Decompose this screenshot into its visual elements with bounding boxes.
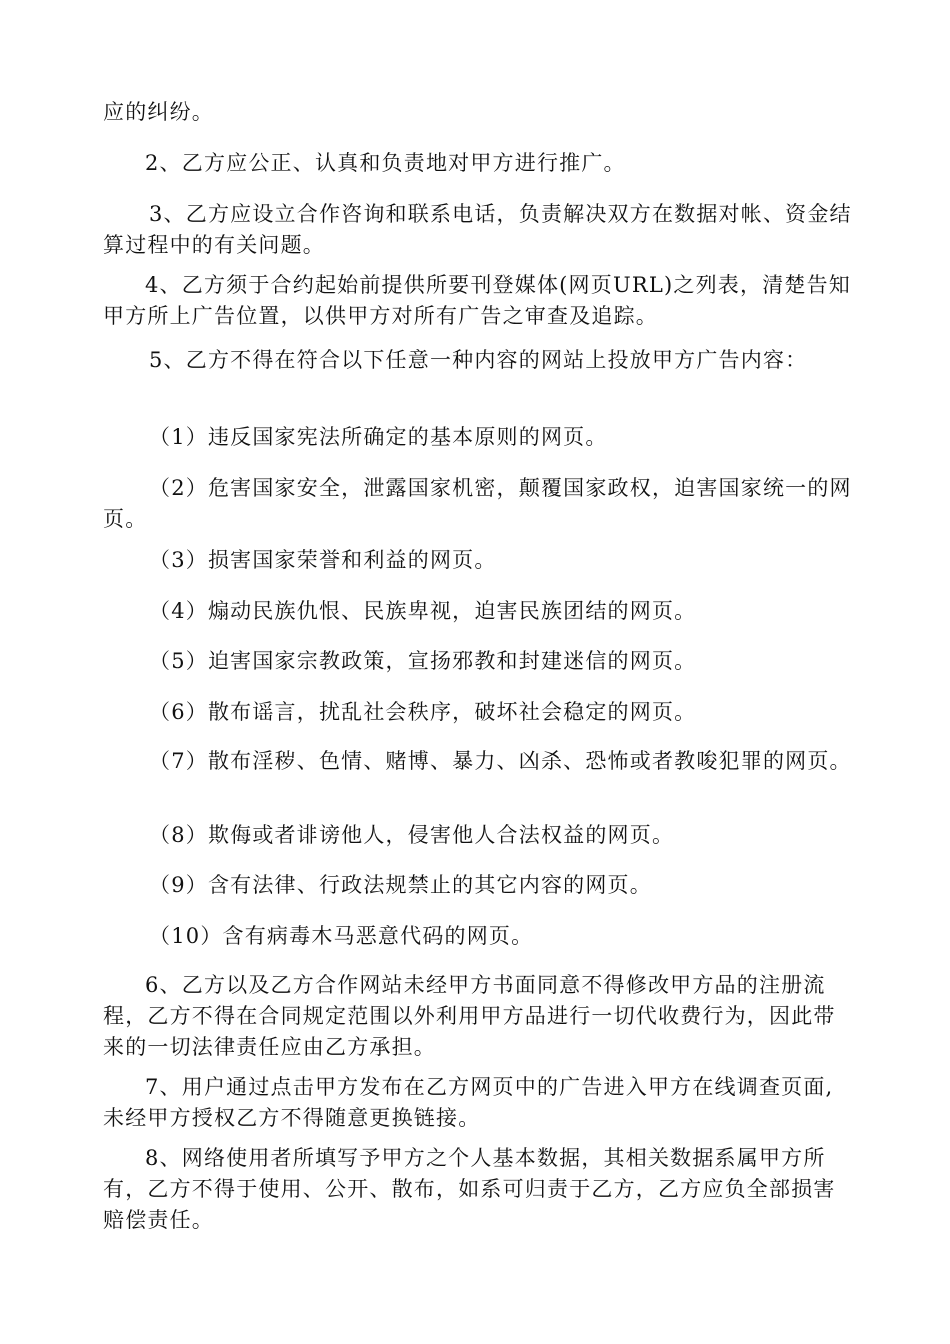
list-item-9: （9）含有法律、行政法规禁止的其它内容的网页。: [149, 873, 652, 897]
clause-4: 4、乙方须于合约起始前提供所要刊登媒体(网页URL)之列表，清楚告知甲方所上广告位置，以供甲方对所有广告之审查及追踪。: [103, 273, 851, 328]
clause-2: 2、乙方应公正、认真和负责地对甲方进行推广。: [145, 151, 626, 175]
list-item-3: （3）损害国家荣誉和利益的网页。: [149, 548, 497, 572]
clause-5: 5、乙方不得在符合以下任意一种内容的网站上投放甲方广告内容：: [149, 348, 808, 372]
list-item-6: （6）散布谣言，扰乱社会秩序，破坏社会稳定的网页。: [149, 700, 697, 724]
clause-8: 8、网络使用者所填写予甲方之个人基本数据，其相关数据系属甲方所有，乙方不得于使用、公开、散布，如系可归责于乙方，乙方应负全部损害赔偿责任。: [103, 1146, 836, 1232]
list-item-10: （10）含有病毒木马恶意代码的网页。: [149, 924, 534, 948]
list-item-1: （1）违反国家宪法所确定的基本原则的网页。: [149, 425, 608, 449]
list-item-2: （2）危害国家安全，泄露国家机密，颠覆国家政权，迫害国家统一的网页。: [103, 476, 852, 531]
clause-6: 6、乙方以及乙方合作网站未经甲方书面同意不得修改甲方品的注册流程，乙方不得在合同规定范围以外利用甲方品进行一切代收费行为，因此带来的一切法律责任应由乙方承担。: [103, 973, 836, 1059]
list-item-8: （8）欺侮或者诽谤他人，侵害他人合法权益的网页。: [149, 823, 675, 847]
list-item-5: （5）迫害国家宗教政策，宣扬邪教和封建迷信的网页。: [149, 649, 697, 673]
list-item-7: （7）散布淫秽、色情、赌博、暴力、凶杀、恐怖或者教唆犯罪的网页。: [149, 749, 852, 773]
clause-3: 3、乙方应设立合作咨询和联系电话，负责解决双方在数据对帐、资金结算过程中的有关问题。: [103, 202, 852, 257]
list-item-4: （4）煽动民族仇恨、民族卑视，迫害民族团结的网页。: [149, 599, 697, 623]
paragraph-continuation: 应的纠纷。: [103, 100, 214, 124]
clause-7: 7、用户通过点击甲方发布在乙方网页中的广告进入甲方在线调查页面,未经甲方授权乙方不得随意更换链接。: [103, 1075, 834, 1130]
